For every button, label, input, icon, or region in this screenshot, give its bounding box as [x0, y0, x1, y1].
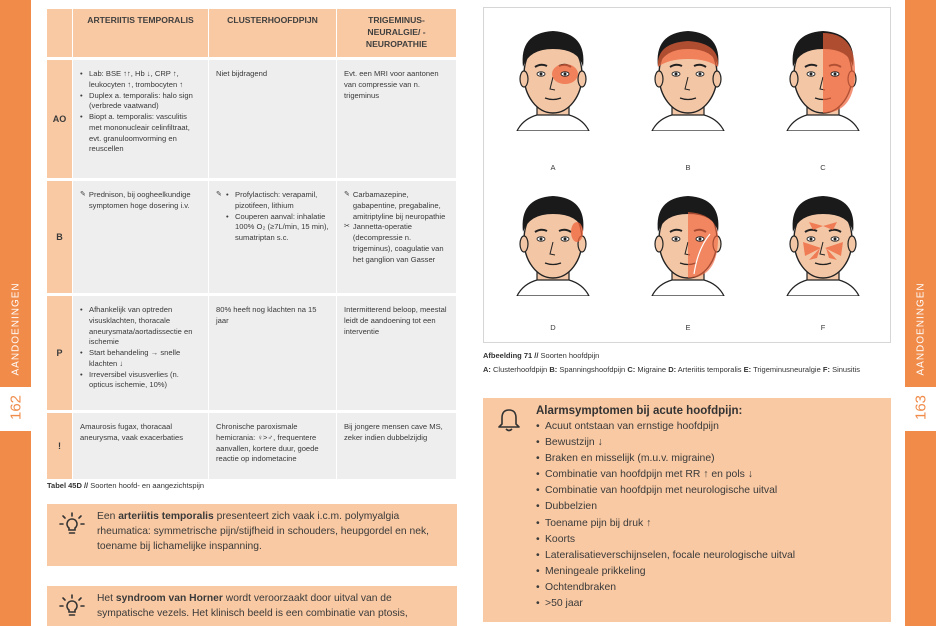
list-item: • Start behandeling → snelle klachten ↓: [80, 348, 201, 370]
list-item: • Irreversibel visusverlies (n. opticus ischemie, 10%): [80, 370, 201, 392]
corner-cell: [47, 9, 73, 57]
cell-b-trigeminus: [337, 181, 457, 293]
face-e-trigeminus: [638, 186, 738, 296]
caption-label: Tabel 45D //: [47, 481, 89, 490]
list-item: • Lab: BSE ↑↑, Hb ↓, CRP ↑, leukocyten ↑, trombocyten ↑: [80, 69, 201, 91]
cell-p-arteriitis: [73, 296, 209, 410]
cell-ao-trigeminus: Evt. een MRI voor aantonen van compressie van n. trigeminus: [337, 60, 457, 178]
header-cluster: CLUSTERHOOFDPIJN: [209, 9, 337, 57]
legend-text: Trigeminusneuralgie: [753, 365, 821, 374]
pill-icon: ✎: [80, 191, 86, 198]
list-item: • Ochtendbraken: [536, 580, 881, 596]
figure-label: B: [685, 163, 691, 172]
cell-text: Carbamazepine, gabapentine, pregabaline, amitriptyline bij neuropathie: [352, 190, 446, 221]
lightbulb-icon: [59, 512, 85, 538]
list-item: • >50 jaar: [536, 596, 881, 612]
alarm-list: [536, 419, 881, 612]
face-a-cluster: [503, 21, 603, 131]
tip-term: arteriitis temporalis: [118, 511, 214, 522]
list-item: • Couperen aanval: inhalatie 100% O₂ (≥7L/min, 15 min), sumatriptan s.c.: [226, 212, 329, 244]
row-label-alert: !: [47, 413, 73, 479]
tip-pre: Een: [97, 511, 116, 522]
list-item: • Meningeale prikkeling: [536, 564, 881, 580]
legend-text: Spanningshoofdpijn: [559, 365, 626, 374]
cell-p-cluster: 80% heeft nog klachten na 15 jaar: [209, 296, 337, 410]
list-item: • Toename pijn bij druk ↑: [536, 516, 881, 532]
cell-b-cluster: [209, 181, 337, 293]
right-side-tab: [905, 0, 936, 626]
cell-alert-cluster: Chronische paroxismale hemicrania: ♀>♂, frequentere aanvallen, kortere duur, goede reactie op indometacine: [209, 413, 337, 479]
side-label: AANDOENINGEN: [915, 282, 927, 376]
row-label-p: P: [47, 296, 73, 410]
table-caption: [47, 481, 204, 490]
tip-box-horner: [47, 586, 457, 626]
list-item: • Acuut ontstaan van ernstige hoofdpijn: [536, 419, 881, 435]
figure-label: C: [820, 163, 826, 172]
cell-ao-cluster: Niet bijdragend: [209, 60, 337, 178]
alarm-box: [483, 398, 891, 622]
cell-p-trigeminus: Intermitterend beloop, meestal leidt de aandoening tot een interventie: [337, 296, 457, 410]
list-item: • Afhankelijk van optreden visusklachten, thoracale aneurysmata/aortadissectie en ischemie: [80, 305, 201, 348]
tip-text: presenteert zich vaak i.c.m. polymyalgia rheumatica: symmetrische pijn/stijfheid in schouders, heupgordel en nek, toename bij lichamelijke inspanning.: [97, 511, 429, 552]
row-label-ao: AO: [47, 60, 73, 178]
list-item: • Bewustzijn ↓: [536, 435, 881, 451]
caption-text: Soorten hoofdpijn: [540, 351, 600, 360]
alarm-title: Alarmsymptomen bij acute hoofdpijn:: [536, 405, 743, 417]
legend-text: Arteriitis temporalis: [677, 365, 742, 374]
header-arteriitis: ARTERIITIS TEMPORALIS: [73, 9, 209, 57]
row-label-b: B: [47, 181, 73, 293]
figure-label: F: [820, 323, 826, 332]
cell-ao-arteriitis: [73, 60, 209, 178]
legend-key: F:: [822, 365, 830, 374]
headache-figure: [483, 7, 891, 343]
page-number: 162: [7, 394, 25, 421]
list-item: • Combinatie van hoofdpijn met neurologische uitval: [536, 483, 881, 499]
legend-text: Migraine: [637, 365, 667, 374]
header-trigeminus: TRIGEMINUS-NEURALGIE/ -NEUROPATHIE: [337, 9, 457, 57]
side-label: AANDOENINGEN: [10, 282, 22, 376]
list-item: • Braken en misselijk (m.u.v. migraine): [536, 451, 881, 467]
legend-key: E:: [743, 365, 752, 374]
figure-label: D: [550, 323, 556, 332]
legend-key: A:: [483, 365, 491, 374]
tip-pre: Het: [97, 593, 114, 604]
legend-text: Clusterhoofdpijn: [493, 365, 548, 374]
cell-alert-arteriitis: Amaurosis fugax, thoracaal aneurysma, vaak exacerbaties: [73, 413, 209, 479]
caption-label: Afbeelding 71 //: [483, 351, 539, 360]
list-item: • Duplex a. temporalis: halo sign (verbrede vaatwand): [80, 91, 201, 113]
lightbulb-icon: [59, 594, 85, 620]
page-number: 163: [912, 394, 930, 421]
tip-term: syndroom van Horner: [115, 593, 223, 604]
face-b-tension: [638, 21, 738, 131]
tip-box-arteriitis: [47, 504, 457, 566]
caption-text: Soorten hoofd- en aangezichtspijn: [90, 481, 205, 490]
figure-label: A: [550, 163, 556, 172]
figure-label: E: [685, 323, 691, 332]
figure-legend: [483, 364, 893, 376]
cell-b-arteriitis: [73, 181, 209, 293]
list-item: • Biopt a. temporalis: vasculitis met mononucleair celinfiltraat, evt. granuloomvorming en reuscellen: [80, 112, 201, 155]
list-item: • Koorts: [536, 532, 881, 548]
scalpel-icon: ✂: [344, 223, 350, 231]
figure-caption: [483, 351, 599, 360]
tip-text: wordt veroorzaakt door uitval van de sympatische vezels. Het klinisch beeld is een combinatie van ptosis,: [97, 593, 408, 619]
pill-icon: ✎: [344, 191, 350, 198]
cell-text: Prednison, bij oogheelkundige symptomen hoge dosering i.v.: [88, 190, 191, 210]
left-side-tab: [0, 0, 31, 626]
legend-key: D:: [668, 365, 677, 374]
list-item: • Dubbelzien: [536, 499, 881, 515]
pill-icon: ✎: [216, 191, 222, 198]
face-f-sinusitis: [773, 186, 873, 296]
face-d-arteriitis: [503, 186, 603, 296]
legend-text: Sinusitis: [832, 365, 860, 374]
cell-text: Jannetta-operatie (decompressie n. trigeminus), coagulatie van het ganglion van Gasser: [352, 222, 444, 264]
legend-key: B:: [549, 365, 558, 374]
list-item: • Combinatie van hoofdpijn met RR ↑ en pols ↓: [536, 467, 881, 483]
bell-icon: [497, 407, 521, 433]
headache-table: [47, 6, 457, 482]
cell-alert-trigeminus: Bij jongere mensen cave MS, zeker indien dubbelzijdig: [337, 413, 457, 479]
face-c-migraine: [773, 21, 873, 131]
list-item: • Lateralisatieverschijnselen, focale neurologische uitval: [536, 548, 881, 564]
legend-key: C:: [627, 365, 636, 374]
list-item: • Profylactisch: verapamil, pizotifeen, lithium: [226, 190, 329, 212]
